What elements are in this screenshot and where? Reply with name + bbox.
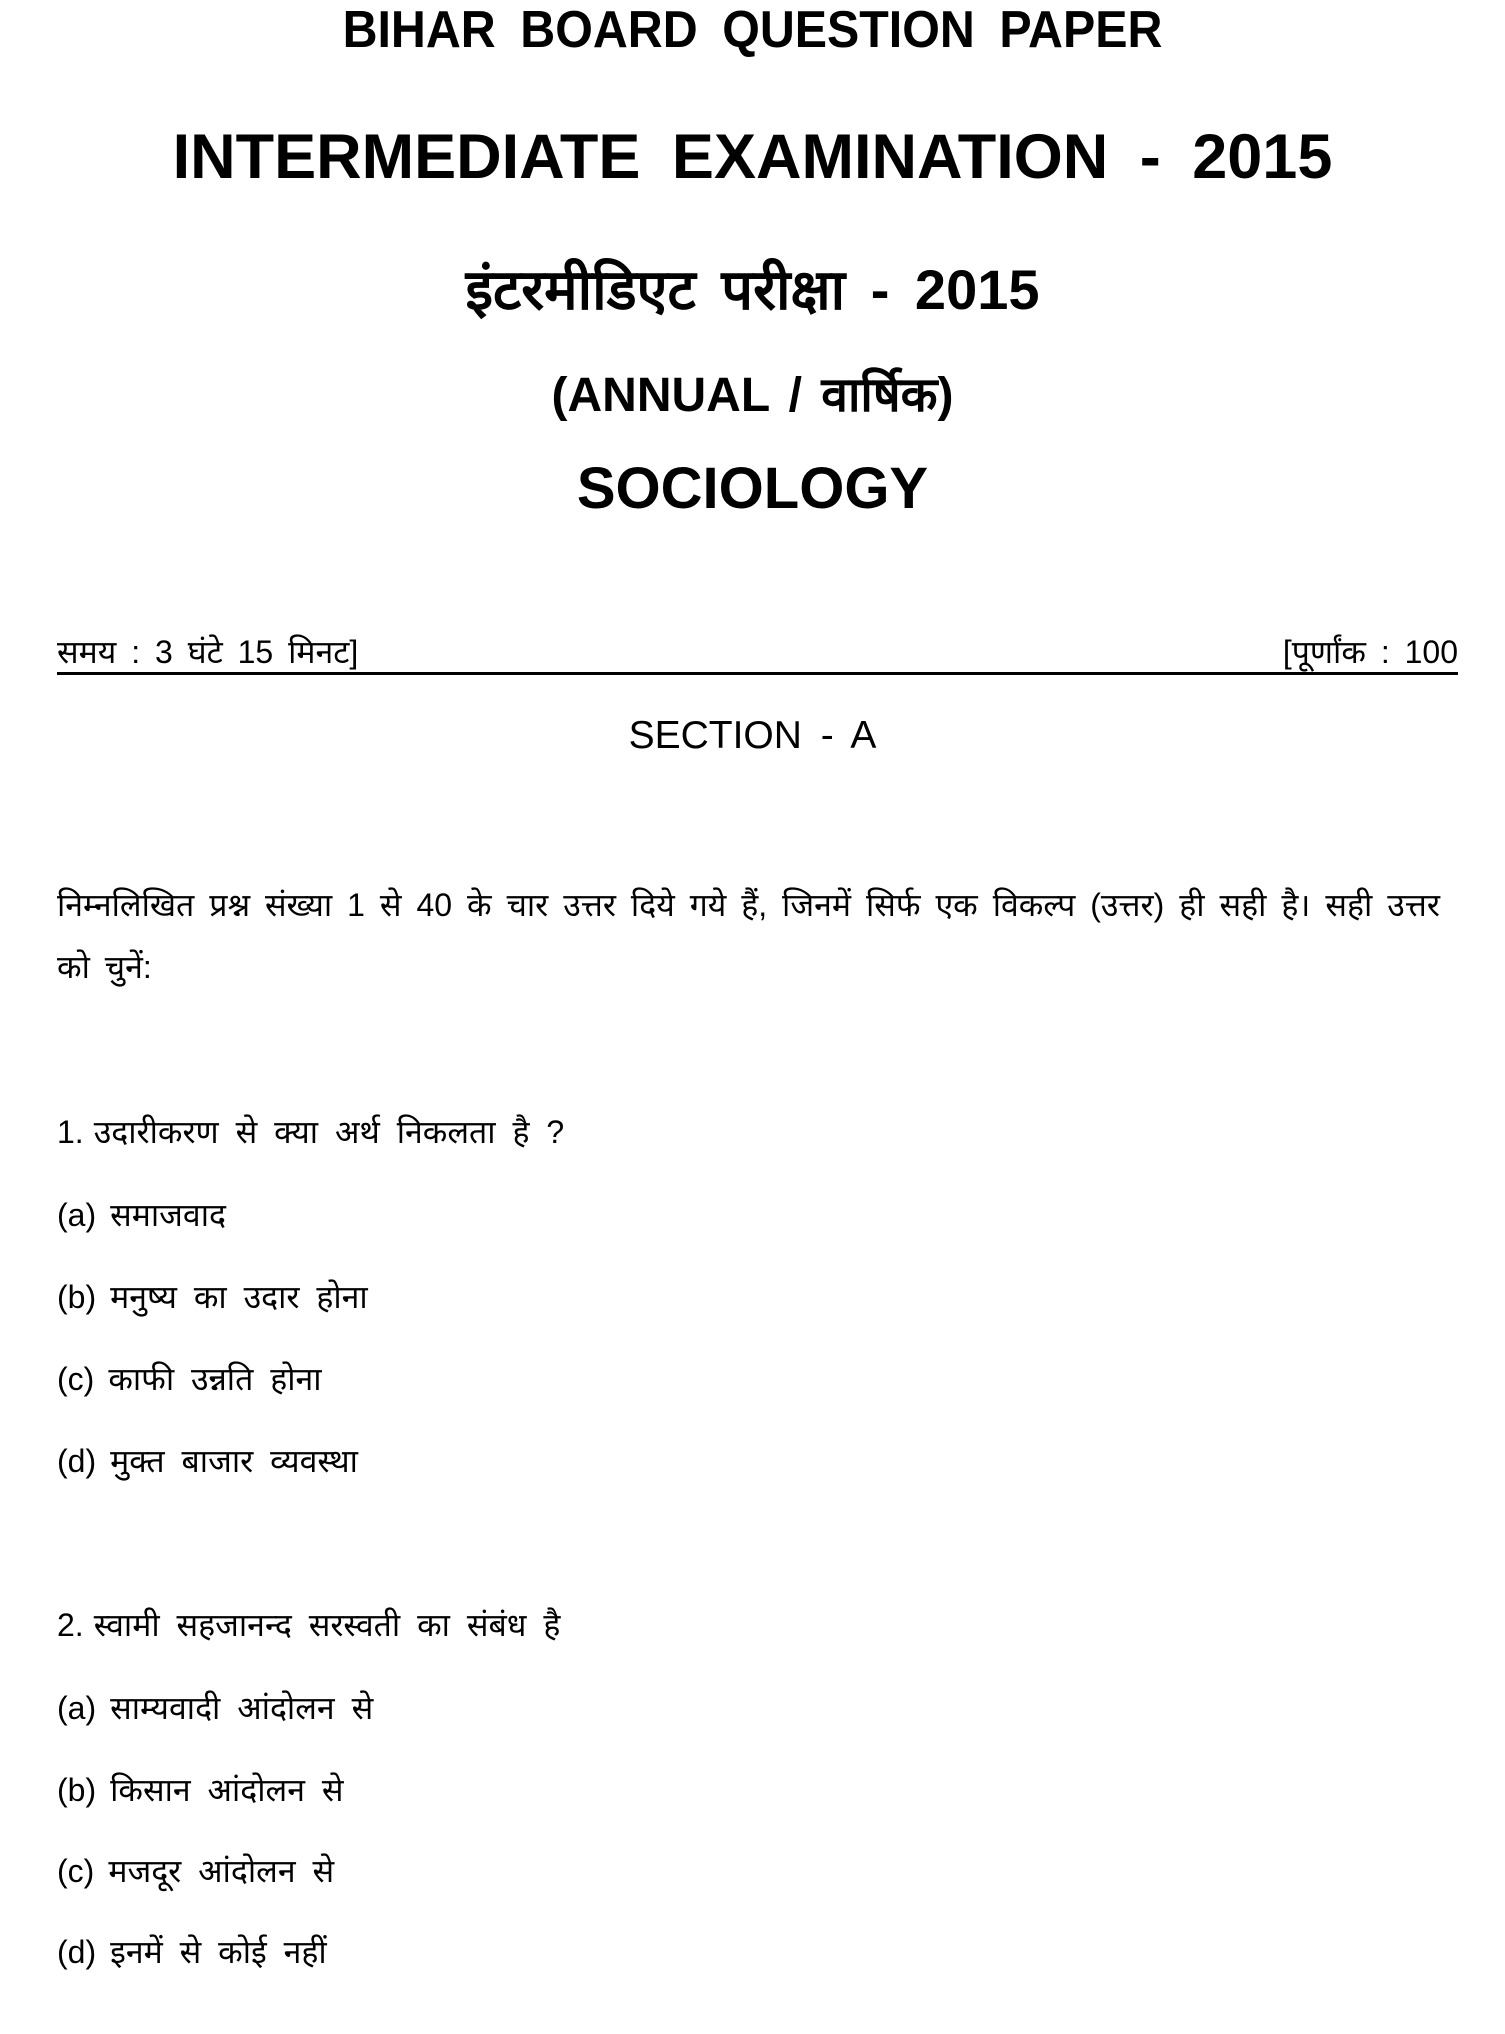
- option-label: (a): [57, 1197, 97, 1233]
- option-label: (c): [57, 1853, 95, 1889]
- option-text: काफी उन्नति होना: [108, 1361, 322, 1397]
- exam-meta-row: [57, 634, 1458, 675]
- option-text: समाजवाद: [110, 1197, 226, 1233]
- exam-title-hindi: इंटरमीडिएट परीक्षा - 2015: [465, 258, 1040, 321]
- subject-title: SOCIOLOGY: [576, 456, 929, 521]
- option-text: मुक्त बाजार व्यवस्था: [110, 1443, 358, 1479]
- option-text: साम्यवादी आंदोलन से: [110, 1690, 374, 1726]
- question-2-option-a: [57, 1688, 373, 1728]
- option-label: (a): [57, 1690, 97, 1726]
- exam-title-english: INTERMEDIATE EXAMINATION - 2015: [172, 122, 1333, 192]
- question-2-option-c: [57, 1851, 334, 1891]
- question-number: 1.: [57, 1114, 84, 1150]
- question-text: उदारीकरण से क्या अर्थ निकलता है ?: [93, 1114, 565, 1150]
- question-1-option-a: [57, 1195, 226, 1235]
- question-2-option-d: [57, 1932, 327, 1972]
- full-marks: [पूर्णांक : 100: [1282, 634, 1458, 670]
- question-1-option-c: [57, 1359, 322, 1399]
- time-allowed: समय : 3 घंटे 15 मिनट]: [57, 634, 359, 670]
- question-number: 2.: [57, 1607, 84, 1643]
- question-1: [57, 1112, 564, 1152]
- option-text: मनुष्य का उदार होना: [110, 1279, 368, 1315]
- option-label: (d): [57, 1443, 97, 1479]
- option-text: इनमें से कोई नहीं: [110, 1934, 327, 1970]
- option-text: किसान आंदोलन से: [110, 1772, 344, 1808]
- option-text: मजदूर आंदोलन से: [108, 1853, 335, 1889]
- question-1-option-b: [57, 1277, 368, 1317]
- board-title: BIHAR BOARD QUESTION PAPER: [342, 1, 1163, 59]
- question-1-option-d: [57, 1441, 358, 1481]
- option-label: (c): [57, 1361, 95, 1397]
- section-instructions: निम्नलिखित प्रश्न संख्या 1 से 40 के चार उत्तर दिये गये हैं, जिनमें सिर्फ एक विकल्प (उत्तर) ही सही है। सही उत्तर को चुनें:: [57, 887, 1440, 985]
- question-2: [57, 1605, 560, 1645]
- question-text: स्वामी सहजानन्द सरस्वती का संबंध है: [93, 1607, 561, 1643]
- question-2-option-b: [57, 1770, 344, 1810]
- option-label: (b): [57, 1772, 97, 1808]
- option-label: (d): [57, 1934, 97, 1970]
- option-label: (b): [57, 1279, 97, 1315]
- section-title: SECTION - A: [628, 714, 877, 757]
- exam-type: (ANNUAL / वार्षिक): [551, 369, 954, 422]
